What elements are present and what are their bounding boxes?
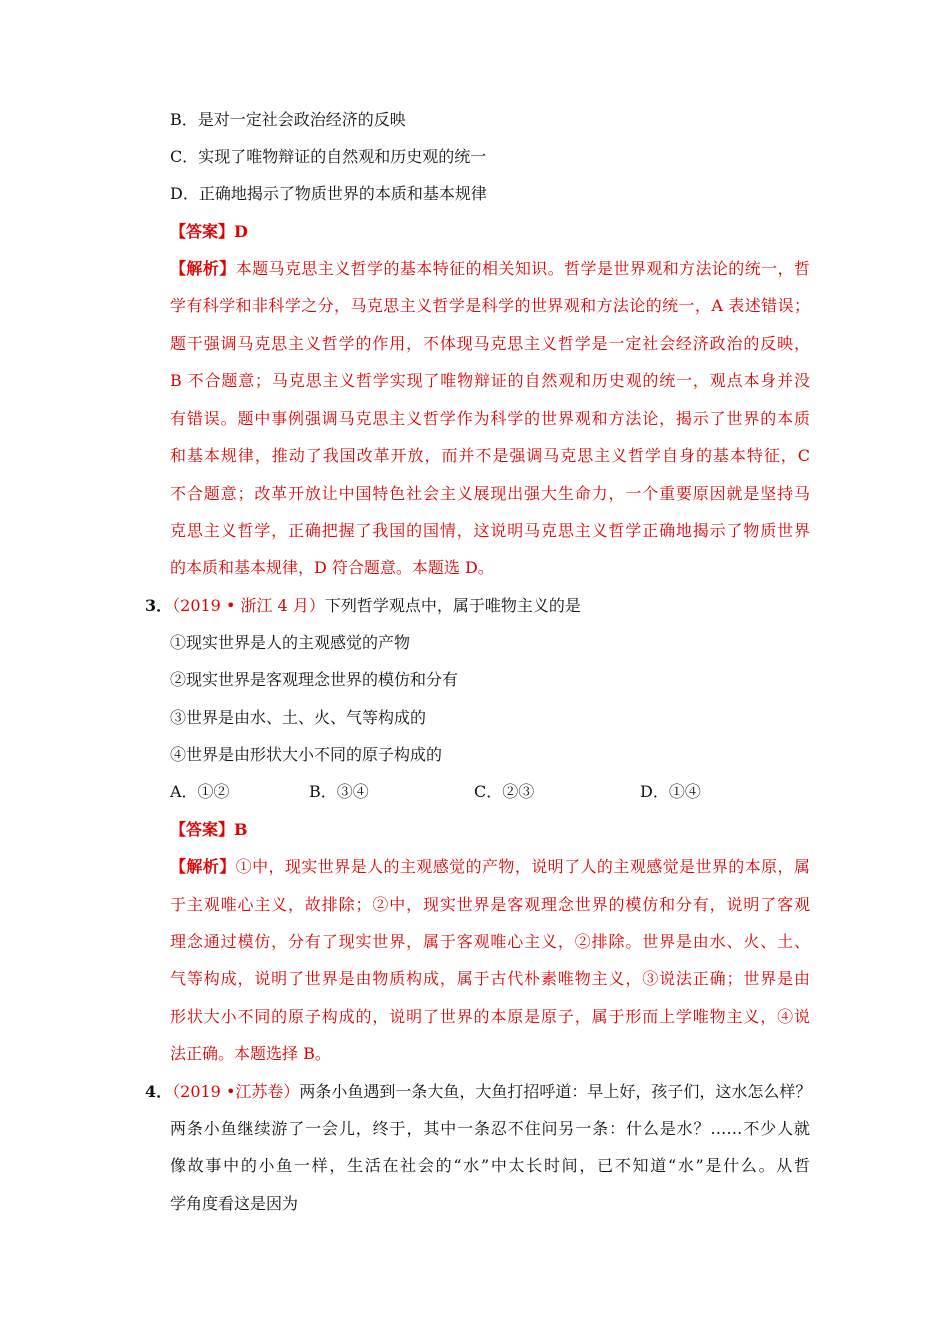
q3-choice-a: A．①②: [170, 782, 230, 801]
q3-statement-3: ③世界是由水、土、火、气等构成的: [170, 708, 427, 727]
q2-analysis-line-1: 【解析】本题马克思主义哲学的基本特征的相关知识。哲学是世界观和方法论的统一，哲: [170, 259, 810, 278]
answer-label: 【答案】: [170, 820, 235, 839]
q2-option-d: D．正确地揭示了物质世界的本质和基本规律: [170, 184, 487, 203]
analysis-label: 【解析】: [170, 259, 236, 278]
q2-analysis-line-8: 克思主义哲学，正确把握了我国的国情，这说明马克思主义哲学正确地揭示了物质世界: [170, 521, 810, 540]
q3-analysis-line-4: 气等构成，说明了世界是由物质构成，属于古代朴素唯物主义，③说法正确；世界是由: [170, 969, 810, 988]
q4-stem-line-2: 两条小鱼继续游了一会儿，终于，其中一条忍不住问另一条：什么是水？……不少人就: [170, 1119, 810, 1138]
q3-analysis-line-1: 【解析】①中，现实世界是人的主观感觉的产物，说明了人的主观感觉是世界的本原，属: [170, 857, 810, 876]
question-number: 4．: [145, 1082, 173, 1101]
q4-stem-line-3: 像故事中的小鱼一样，生活在社会的“水”中太长时间，已不知道“水”是什么。从哲: [170, 1156, 810, 1175]
q3-analysis-line-6: 法正确。本题选择 B。: [170, 1044, 331, 1063]
q4-stem-line-4: 学角度看这是因为: [170, 1194, 299, 1213]
q2-analysis-line-3: 题干强调马克思主义哲学的作用，不体现马克思主义哲学是一定社会经济政治的反映，: [170, 334, 810, 353]
question-source: （2019 • 浙江 4 月）: [172, 596, 325, 615]
q3-statement-4: ④世界是由形状大小不同的原子构成的: [170, 745, 443, 764]
q2-analysis-line-9: 的本质和基本规律，D 符合题意。本题选 D。: [170, 558, 494, 577]
q3-answer: [170, 820, 810, 840]
q3-analysis-line-3: 理念通过模仿，分有了现实世界，属于客观唯心主义，②排除。世界是由水、火、土、: [170, 932, 810, 951]
q2-answer: [170, 222, 810, 242]
q2-analysis-line-2: 学有科学和非科学之分，马克思主义哲学是科学的世界观和方法论的统一，A 表述错误；: [170, 296, 810, 315]
q2-analysis-line-5: 有错误。题中事例强调马克思主义哲学作为科学的世界观和方法论，揭示了世界的本质: [170, 409, 810, 428]
answer-label: 【答案】: [170, 222, 235, 241]
q3-statement-1: ①现实世界是人的主观感觉的产物: [170, 633, 411, 652]
q2-option-b: B．是对一定社会政治经济的反映: [170, 110, 406, 129]
question-source: （2019 •江苏卷）: [172, 1082, 300, 1101]
question-text: 下列哲学观点中，属于唯物主义的是: [324, 596, 581, 615]
q2-analysis-line-6: 和基本规律，推动了我国改革开放，而并不是强调马克思主义哲学自身的基本特征，C: [170, 446, 810, 465]
q3-analysis-line-5: 形状大小不同的原子构成的，说明了世界的本原是原子，属于形而上学唯物主义，④说: [170, 1007, 810, 1026]
q2-option-c: C．实现了唯物辩证的自然观和历史观的统一: [170, 147, 487, 166]
q2-analysis-line-7: 不合题意；改革开放让中国特色社会主义展现出强大生命力，一个重要原因就是坚持马: [170, 484, 810, 503]
analysis-label: 【解析】: [170, 857, 236, 876]
q3-stem: [145, 596, 810, 616]
answer-value: B: [234, 820, 248, 839]
answer-value: D: [234, 222, 248, 241]
q3-choice-c: C．②③: [474, 782, 535, 801]
q3-analysis-line-2: 于主观唯心主义，故排除；②中，现实世界是客观理念世界的模仿和分有，说明了客观: [170, 895, 810, 914]
question-number: 3．: [145, 596, 173, 615]
q3-choice-d: D．①④: [640, 782, 701, 801]
q3-choice-b: B．③④: [309, 782, 369, 801]
q2-analysis-line-4: B 不合题意；马克思主义哲学实现了唯物辩证的自然观和历史观的统一，观点本身并没: [170, 371, 810, 390]
q4-stem-line-1: 4．（2019 •江苏卷）两条小鱼遇到一条大鱼，大鱼打招呼道：早上好，孩子们，这水怎么样？: [145, 1082, 812, 1101]
q3-statement-2: ②现实世界是客观理念世界的模仿和分有: [170, 670, 459, 689]
